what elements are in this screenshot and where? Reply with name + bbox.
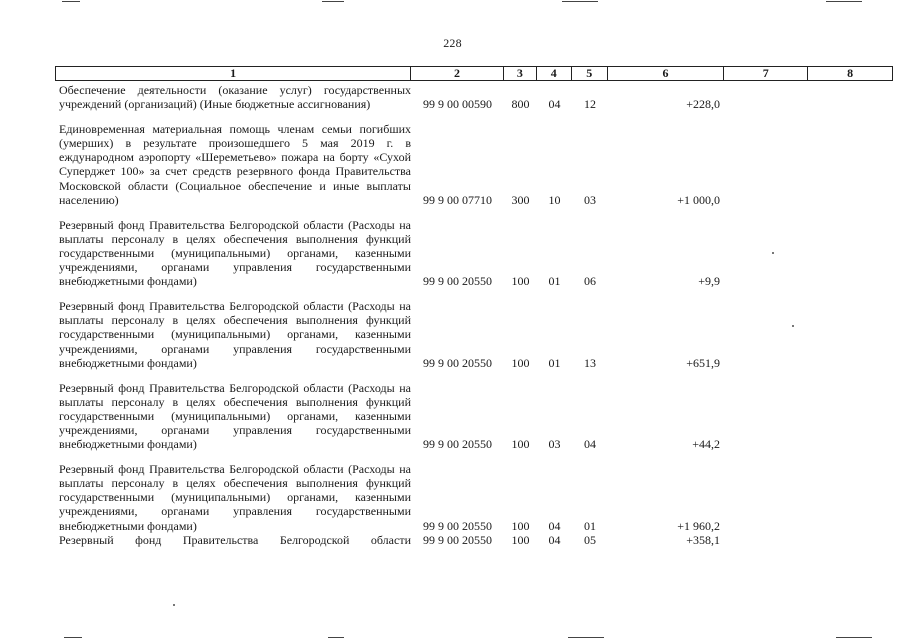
scan-edge-mark <box>836 637 872 638</box>
row-expense-type: 300 <box>511 192 530 207</box>
scan-edge-mark <box>826 1 862 2</box>
row-amount: +1 000,0 <box>677 192 720 207</box>
scan-speck <box>173 604 175 606</box>
row-subsection: 03 <box>584 192 596 207</box>
row-description: Резервный фонд Правительства Белгородской области (Расходы на выплаты персоналу в целях обеспечения выполнения функций государственными (муниципальными) органами, казенными учреждениями, органами управления государственными внебюджетными фондами) <box>59 462 411 533</box>
table-body <box>55 83 893 547</box>
row-target-code: 99 9 00 00590 <box>423 97 492 112</box>
column-header: 4 <box>537 67 572 80</box>
row-subsection: 05 <box>584 532 596 547</box>
row-amount: +9,9 <box>698 274 720 289</box>
row-section: 04 <box>548 532 561 547</box>
column-header: 3 <box>504 67 537 80</box>
row-subsection: 13 <box>584 355 596 370</box>
scan-edge-mark <box>64 637 82 638</box>
page-number: 228 <box>443 36 462 50</box>
row-target-code: 99 9 00 20550 <box>423 274 492 289</box>
row-section: 01 <box>548 355 561 370</box>
row-expense-type: 100 <box>511 532 530 547</box>
row-description: Резервный фонд Правительства Белгородской области (Расходы на выплаты персоналу в целях обеспечения выполнения функций государственными (муниципальными) органами, казенными учреждениями, органами управления государственными внебюджетными фондами) <box>59 217 411 289</box>
table-row <box>55 83 893 111</box>
row-section: 04 <box>548 97 561 112</box>
column-header: 1 <box>56 67 411 80</box>
table-row <box>55 122 893 207</box>
row-expense-type: 100 <box>511 518 530 533</box>
row-amount: +228,0 <box>686 97 720 112</box>
scan-edge-mark <box>562 1 598 2</box>
row-expense-type: 800 <box>511 97 530 112</box>
row-section: 04 <box>548 518 561 533</box>
table-row <box>55 299 893 369</box>
column-header: 8 <box>847 66 854 80</box>
scan-edge-mark <box>328 637 344 638</box>
row-subsection: 06 <box>584 274 596 289</box>
scan-edge-mark <box>322 1 344 2</box>
row-target-code: 99 9 00 20550 <box>423 355 492 370</box>
row-amount: +1 960,2 <box>677 518 720 533</box>
scan-edge-mark <box>62 1 80 2</box>
row-amount: +651,9 <box>686 355 720 370</box>
row-section: 01 <box>548 274 561 289</box>
table-header-row <box>55 66 893 81</box>
row-subsection: 12 <box>584 97 596 112</box>
column-header: 6 <box>608 67 725 80</box>
row-amount: +44,2 <box>692 437 720 452</box>
row-description: Резервный фонд Правительства Белгородской области <box>59 532 411 547</box>
row-target-code: 99 9 00 20550 <box>423 437 492 452</box>
table-row <box>55 381 893 451</box>
row-description: Единовременная материальная помощь членам семьи погибших (умерших) в результате произошедшего 5 мая 2019 г. в еждународном аэропорту «Шереметьево» пожара на борту «Сухой Суперджет 100» за счет средств резервного фонда Правительства Московской области (Социальное обеспечение и иные выплаты населению) <box>59 122 411 207</box>
row-target-code: 99 9 00 20550 <box>423 518 492 533</box>
row-description: Резервный фонд Правительства Белгородской области (Расходы на выплаты персоналу в целях обеспечения выполнения функций государственными (муниципальными) органами, казенными учреждениями, органами управления государственными внебюджетными фондами) <box>59 380 411 452</box>
column-header: 7 <box>724 67 808 80</box>
row-section: 10 <box>548 192 561 207</box>
row-target-code: 99 9 00 07710 <box>423 192 492 207</box>
column-header: 2 <box>411 67 504 80</box>
row-subsection: 04 <box>584 437 596 452</box>
row-subsection: 01 <box>584 518 596 533</box>
row-amount: +358,1 <box>686 532 720 547</box>
table-row <box>55 462 893 532</box>
column-header: 5 <box>572 67 608 80</box>
table-row <box>55 218 893 288</box>
row-description: Резервный фонд Правительства Белгородской области (Расходы на выплаты персоналу в целях обеспечения выполнения функций государственными (муниципальными) органами, казенными учреждениями, органами управления государственными внебюджетными фондами) <box>59 299 411 370</box>
row-expense-type: 100 <box>511 274 530 289</box>
row-section: 03 <box>548 437 561 452</box>
scan-edge-mark <box>568 637 604 638</box>
row-expense-type: 100 <box>511 355 530 370</box>
table-row <box>55 533 893 547</box>
row-description: Обеспечение деятельности (оказание услуг) государственных учреждений (организаций) (Иные бюджетные ассигнования) <box>59 83 411 112</box>
row-expense-type: 100 <box>511 437 530 452</box>
row-target-code: 99 9 00 20550 <box>423 532 492 547</box>
